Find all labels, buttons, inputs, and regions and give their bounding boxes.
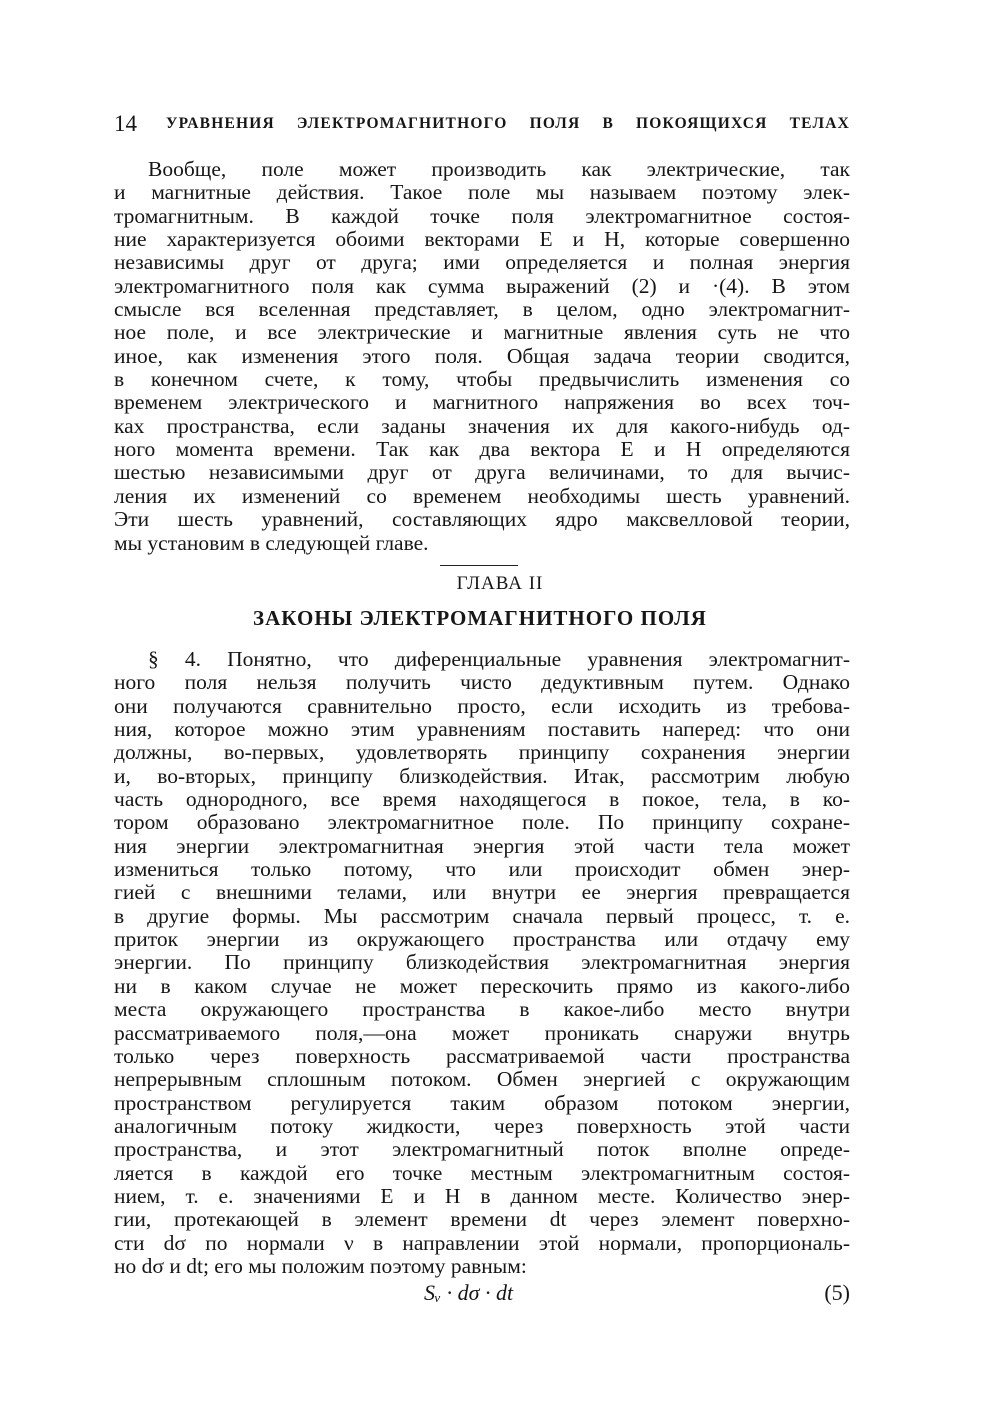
text-line: ляется в каждой его точке местным электромагнитным состоя- (114, 1160, 850, 1185)
text-line: гией с внешними телами, или внутри ее энергия превращается (114, 880, 850, 905)
text-line: гии, протекающей в элемент времени dt через элемент поверхно- (114, 1207, 850, 1232)
text-line: энергии. По принципу близкодействия электромагнитная энергия (114, 950, 850, 975)
text-line: ного поля нельзя получить чисто дедуктивным путем. Однако (114, 670, 850, 695)
text-line: только через поверхность рассматриваемой части пространства (114, 1043, 850, 1068)
text-line: электромагнитного поля как сумма выражений (2) и ·(4). В этом (114, 273, 850, 298)
text-line: сти dσ по нормали ν в направлении этой нормали, пропорциональ- (114, 1230, 850, 1255)
text-line: ни в каком случае не может перескочить прямо из какого-либо (114, 973, 850, 998)
text-line: непрерывным сплошным потоком. Обмен энергией с окружающим (114, 1067, 850, 1092)
text-line: временем электрического и магнитного напряжения во всех точ- (114, 390, 850, 415)
text-line: измениться только потому, что или происходит обмен энер- (114, 857, 850, 882)
text-line: ния энергии электромагнитная энергия этой части тела может (114, 833, 850, 858)
text-line: шестью независимыми друг от друга величинами, то для вычис- (114, 460, 850, 485)
text-line: они получаются сравнительно просто, если исходить из требова- (114, 693, 850, 718)
text-line: аналогичным потоку жидкости, через поверхность этой части (114, 1113, 850, 1138)
text-line: § 4. Понятно, что диференциальные уравнения электромагнит- (148, 647, 850, 671)
section-divider (440, 565, 518, 566)
equation-expression: Sᵥ · dσ · dt (424, 1280, 514, 1305)
text-line: ках пространства, если заданы значения их для какого-нибудь од- (114, 413, 850, 438)
text-line: пространства, и этот электромагнитный поток вполне опреде- (114, 1137, 850, 1162)
text-line: и, во-вторых, принципу близкодействия. Итак, рассмотрим любую (114, 763, 850, 788)
text-line: рассматриваемого поля,—она может проникать снаружи внутрь (114, 1020, 850, 1045)
text-line: часть однородного, все время находящегося в покое, тела, в ко- (114, 787, 850, 812)
text-line: в другие формы. Мы рассмотрим сначала первый процесс, т. е. (114, 903, 850, 928)
text-line: независимы друг от друга; ими определяется и полная энергия (114, 250, 850, 275)
text-line: ного момента времени. Так как два вектора E и H определяются (114, 437, 850, 462)
text-line: нием, т. е. значениями E и H в данном месте. Количество энер- (114, 1183, 850, 1208)
chapter-title: ЗАКОНЫ ЭЛЕКТРОМАГНИТНОГО ПОЛЯ (253, 606, 707, 630)
text-line: в конечном счете, к тому, чтобы предвычислить изменения со (114, 367, 850, 392)
text-line: места окружающего пространства в какое-либо место внутри (114, 997, 850, 1022)
text-line: ное поле, и все электрические и магнитные явления суть не что (114, 320, 850, 345)
text-line: должны, во-первых, удовлетворять принципу сохранения энергии (114, 740, 850, 765)
equation-number: (5) (824, 1280, 850, 1305)
page-header (114, 111, 850, 139)
text-line: ния, которое можно этим уравнениям поставить наперед: что они (114, 717, 850, 742)
text-line: тором образовано электромагнитное поле. По принципу сохране- (114, 810, 850, 835)
text-line: Эти шесть уравнений, составляющих ядро максвелловой теории, (114, 507, 850, 532)
text-line: тромагнитным. В каждой точке поля электромагнитное состоя- (114, 203, 850, 228)
paragraph-section-4 (114, 648, 850, 1278)
text-line: пространством регулируется таким образом потоком энергии, (114, 1090, 850, 1115)
text-line: приток энергии из окружающего пространства или отдачу ему (114, 927, 850, 952)
text-line: но dσ и dt; его мы положим поэтому равным: (114, 1253, 527, 1278)
text-line: ние характеризуется обоими векторами E и H, которые совершенно (114, 227, 850, 252)
paragraph-intro (114, 158, 850, 555)
running-head: УРАВНЕНИЯ ЭЛЕКТРОМАГНИТНОГО ПОЛЯ В ПОКОЯЩИХСЯ ТЕЛАХ (166, 115, 850, 132)
text-line: смысле вся вселенная представляет, в целом, одно электромагнит- (114, 297, 850, 322)
text-line: и магнитные действия. Такое поле мы называем поэтому элек- (114, 180, 850, 205)
equation-5 (114, 1280, 850, 1306)
text-line: иное, как изменения этого поля. Общая задача теории сводится, (114, 343, 850, 368)
chapter-label: ГЛАВА II (456, 573, 544, 594)
text-line: Вообще, поле может производить как электрические, так (148, 157, 850, 181)
text-line: мы установим в следующей главе. (114, 530, 429, 555)
page-number: 14 (114, 111, 137, 136)
text-line: ления их изменений со временем необходимы шесть уравнений. (114, 483, 850, 508)
